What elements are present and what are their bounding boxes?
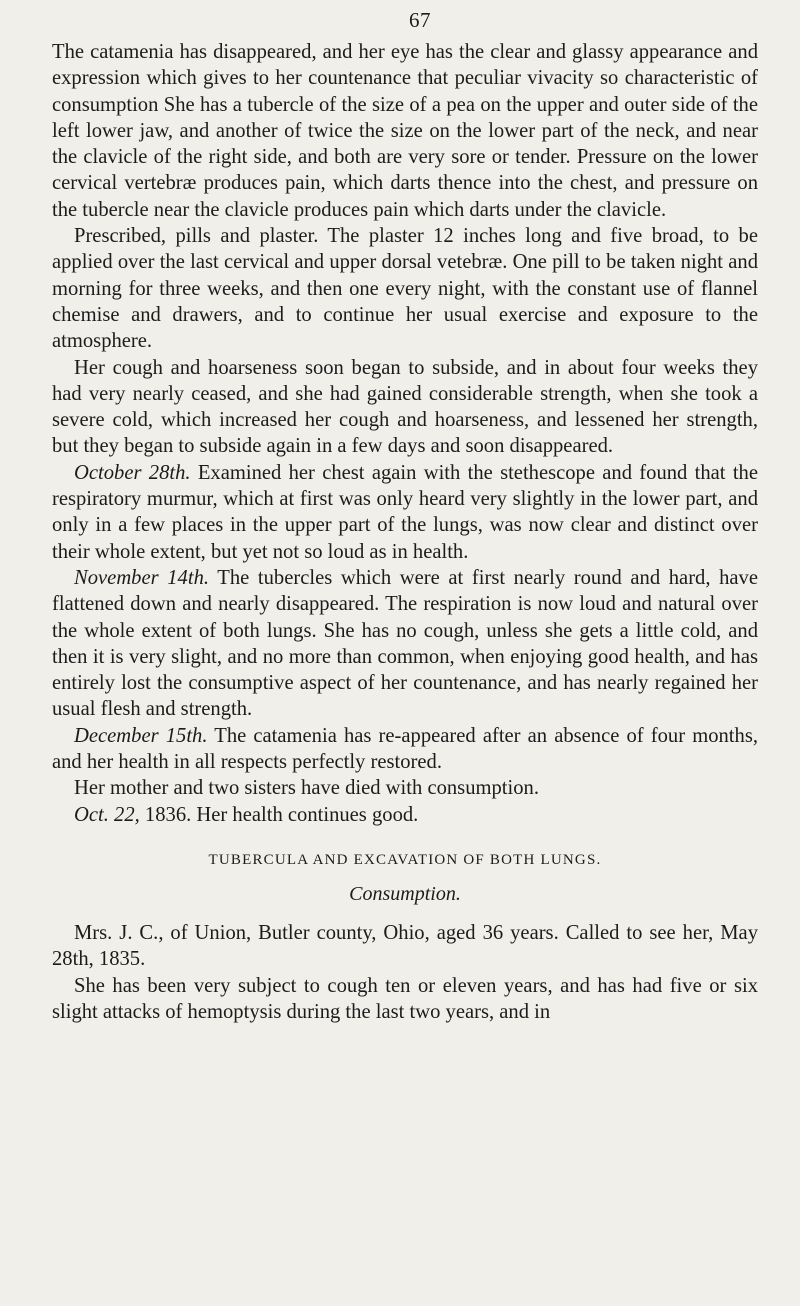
page-number: 67 xyxy=(409,8,431,32)
paragraph: November 14th. The tubercles which were at first nearly round and hard, have flattened down and nearly disappeared. The respiration is now loud and natural over the whole extent of both lungs. She has no cough, unless she gets a little cold, and then it is very slight, and no more than common, when enjoying good health, and has entirely lost the consumptive aspect of her countenance, and has nearly regained her usual flesh and strength. xyxy=(52,566,758,721)
paragraph: December 15th. The catamenia has re-appeared after an absence of four months, and her health in all respects perfectly restored. xyxy=(52,724,758,774)
case-history xyxy=(52,920,758,1025)
entry-date: October 28th. xyxy=(74,461,191,484)
entry-date: December 15th. xyxy=(74,724,208,747)
case-notes xyxy=(52,39,758,828)
paragraph: Oct. 22, 1836. Her health continues good. xyxy=(74,803,419,826)
paragraph: She has been very subject to cough ten or eleven years, and has had five or six slight attacks of hemoptysis during the last two years, and in xyxy=(52,974,758,1023)
entry-date: November 14th. xyxy=(74,566,210,589)
paragraph: Her mother and two sisters have died with consumption. xyxy=(74,777,539,800)
paragraph: Her cough and hoarseness soon began to subside, and in about four weeks they had very nearly ceased, and she had gained considerable strength, when she took a severe cold, which increased her cough and hoarseness, and lessened her strength, but they began to subside again in a few days and soon disappeared. xyxy=(52,356,758,458)
paragraph: Prescribed, pills and plaster. The plaster 12 inches long and five broad, to be applied over the last cervical and upper dorsal vetebræ. One pill to be taken night and morning for three weeks, and then one every night, with the constant use of flannel chemise and drawers, and to continue her usual exercise and exposure to the atmosphere. xyxy=(52,225,758,353)
section-heading: TUBERCULA AND EXCAVATION OF BOTH LUNGS. xyxy=(208,851,602,868)
paragraph: October 28th. Examined her chest again with the stethescope and found that the respiratory murmur, which at first was only heard very slightly in the lower part, and only in a few places in the upper part of the lungs, was now clear and distinct over their whole extent, but yet not so loud as in health. xyxy=(52,461,758,563)
paragraph: The catamenia has disappeared, and her eye has the clear and glassy appearance and expression which gives to her countenance that peculiar vivacity so characteristic of consumption She has a tubercle of the size of a pea on the upper and outer side of the left lower jaw, and another of twice the size on the lower part of the neck, and near the clavicle of the right side, and both are very sore or tender. Pressure on the lower cervical vertebræ produces pain, which darts thence into the chest, and pressure on the tubercle near the clavicle produces pain which darts under the clavicle. xyxy=(52,41,758,221)
paragraph: Mrs. J. C., of Union, Butler county, Ohio, aged 36 years. Called to see her, May 28th, 1835. xyxy=(52,921,758,971)
section-subheading: Consumption. xyxy=(349,882,461,905)
entry-date: Oct. 22, xyxy=(74,803,140,826)
